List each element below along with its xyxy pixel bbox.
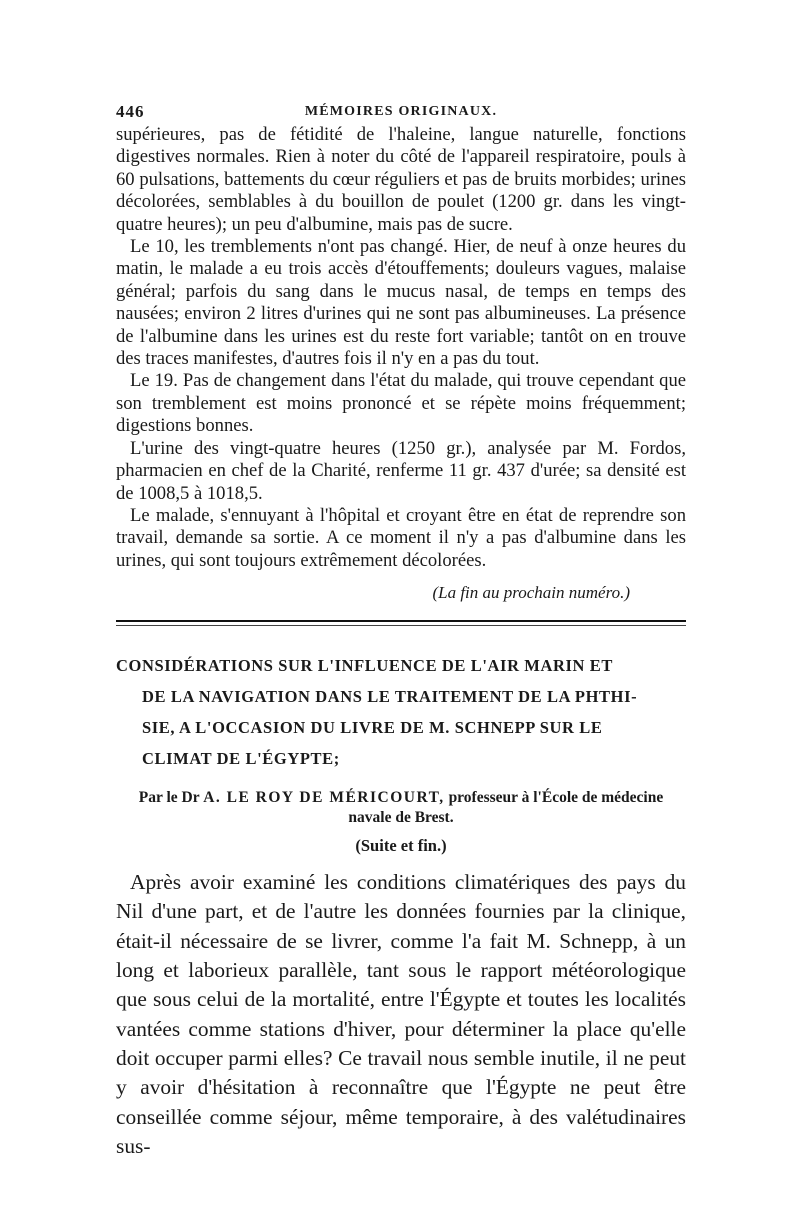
case-report-text [116, 124, 686, 572]
article-title [116, 650, 686, 774]
author-name: A. LE ROY DE MÉRICOURT, [203, 789, 445, 807]
article-title-line: SIE, A L'OCCASION DU LIVRE DE M. SCHNEPP SUR LE [142, 718, 603, 738]
article-title-line: DE LA NAVIGATION DANS LE TRAITEMENT DE LA PHTHI- [142, 687, 638, 707]
running-title: MÉMOIRES ORIGINAUX. [304, 104, 498, 119]
page [116, 96, 686, 1161]
continuation-note: (La fin au prochain numéro.) [432, 583, 630, 603]
paragraph: Le malade, s'ennuyant à l'hôpital et croyant être en état de reprendre son travail, demande sa sortie. A ce moment il n'y a pas d'albumine dans les urines, qui sont toujours extrêmement décolorées. [116, 504, 686, 571]
author-byline [116, 788, 686, 828]
article-title-line: CONSIDÉRATIONS SUR L'INFLUENCE DE L'AIR MARIN ET [116, 656, 613, 676]
author-affiliation: professeur à l'École de médecine [448, 789, 664, 807]
paragraph: Après avoir examiné les conditions climatériques des pays du Nil d'une part, et de l'autre les données fournies par la clinique, était-il nécessaire de se livrer, comme l'a fait M. Schnepp, à un long et laborieux parallèle, tant sous le rapport météorologique que sous celui de la mortalité, entre l'Égypte et toutes les localités vantées comme stations d'hiver, pour déterminer la place qu'elle doit occuper parmi elles? Ce travail nous semble inutile, il ne peut y avoir d'hésitation à reconnaître que l'Égypte ne peut être conseillée comme séjour, même temporaire, à des valétudinaires sus- [116, 870, 686, 1158]
paragraph: Le 19. Pas de changement dans l'état du malade, qui trouve cependant que son tremblement est moins prononcé et se répète moins fréquemment; digestions bonnes. [116, 370, 686, 437]
article-title-line: CLIMAT DE L'ÉGYPTE; [142, 749, 340, 769]
page-number: 446 [116, 102, 145, 121]
paragraph: Le 10, les tremblements n'ont pas changé. Hier, de neuf à onze heures du matin, le malade a eu trois accès d'étouffements; douleurs vagues, malaise général; parfois du sang dans le mucus nasal, de temps en temps des nausées; environ 2 litres d'urines qui ne sont pas albumineuses. La présence de l'albumine dans les urines est du reste fort variable; tantôt on en trouve des traces manifestes, d'autres fois il n'y en a pas du tout. [116, 236, 686, 370]
paragraph: L'urine des vingt-quatre heures (1250 gr.), analysée par M. Fordos, pharmacien en chef de la Charité, renferme 11 gr. 437 d'urée; sa densité est de 1008,5 à 1018,5. [116, 437, 686, 504]
article-body [116, 868, 686, 1161]
running-head [116, 96, 686, 124]
author-affiliation-cont: navale de Brest. [348, 809, 454, 827]
section-divider [116, 620, 686, 622]
paragraph: supérieures, pas de fétidité de l'haleine, langue naturelle, fonctions digestives normales. Rien à noter du côté de l'appareil respiratoire, pouls à 60 pulsations, battements du cœur réguliers et pas de bruits morbides; urines décolorées, semblables à du bouillon de poulet (1200 gr. dans les vingt-quatre heures); un peu d'albumine, mais pas de sucre. [116, 124, 686, 235]
suite-note: (Suite et fin.) [355, 836, 447, 856]
author-prefix: Par le Dr [138, 789, 200, 807]
